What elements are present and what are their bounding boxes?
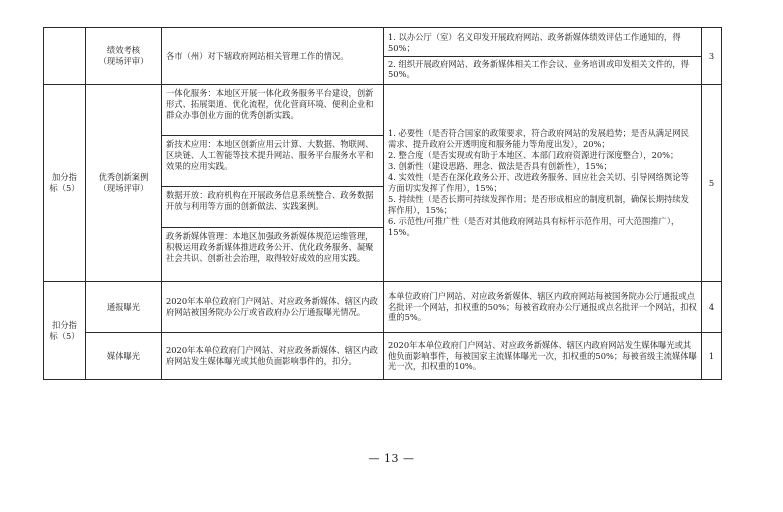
criteria-line: 6. 示范性/可推广性（是否对其他政府网站具有标杆示范作用，可大范围推广），15%。 xyxy=(388,215,680,237)
item-label: 通报曝光 xyxy=(106,301,141,312)
category-cell xyxy=(44,282,86,380)
score-value: 5 xyxy=(708,177,715,188)
criteria-cell xyxy=(384,282,702,333)
item-cell xyxy=(86,85,162,282)
item-cell xyxy=(86,333,162,380)
category-label: 扣分指 标（5） xyxy=(49,319,80,341)
category-cell-empty xyxy=(44,28,86,85)
content-block: 数据开放：政府机构在开展政务信息系统整合、政务数据开放与利用等方面的创新做法、实践案例。 xyxy=(162,187,383,228)
category-cell xyxy=(44,85,86,282)
score-cell xyxy=(702,85,722,282)
item-cell xyxy=(86,28,162,85)
score-value: 3 xyxy=(708,50,715,61)
table-row xyxy=(44,282,722,333)
criteria-line: 4. 实效性（是否在深化政务公开、改进政务服务、回应社会关切、引导网络舆论等方面切实发挥了作用），15%； xyxy=(388,172,689,193)
item-label: 媒体曝光 xyxy=(106,350,141,361)
content-cell xyxy=(162,28,384,85)
evaluation-table xyxy=(43,27,722,380)
criteria-line: 1. 必要性（是否符合国家的政策要求，符合政府网站的发展趋势；是否从满足网民需求、提升政府公开透明度和服务能力等角度出发），20%； xyxy=(388,128,689,150)
score-cell xyxy=(702,28,722,85)
criteria-line: 1. 以办公厅（室）名义印发开展政府网站、政务新媒体绩效评估工作通知的，得50%； xyxy=(384,30,701,57)
criteria-line: 2. 组织开展政府网站、政务新媒体相关工作会议、业务培训或印发相关文件的，得50%。 xyxy=(388,58,689,80)
score-value: 4 xyxy=(708,301,715,312)
criteria-line: 3. 创新性（建设思路、理念、做法是否具有创新性），15%； xyxy=(388,161,612,172)
score-value: 1 xyxy=(708,350,715,361)
item-cell xyxy=(86,282,162,333)
item-label: 绩效考核 （现场评审） xyxy=(98,45,149,66)
item-label: 优秀创新案例 （现场评审） xyxy=(98,172,149,193)
content-text: 2020年本单位政府门户网站、对应政务新媒体、辖区内政府网站被国务院办公厅或省政府办公厅通报曝光情况。 xyxy=(166,296,378,317)
content-cell xyxy=(162,333,384,380)
criteria-line: 2. 整合度（是否实现或有助于本地区、本部门政府资源进行深度整合），20%； xyxy=(388,150,679,161)
content-block: 政务新媒体管理：本地区加强政务新媒体规范运维管理，积极运用政务新媒体推进政务公开、优化政务服务、凝聚社会共识、创新社会治理，取得较好成效的应用实践。 xyxy=(166,231,374,263)
content-block: 一体化服务：本地区开展一体化政务服务平台建设，创新形式、拓展渠道、优化流程，优化营商环境、便利企业和群众办事创业方面的优秀创新实践。 xyxy=(162,85,383,136)
score-cell xyxy=(702,333,722,380)
criteria-cell xyxy=(384,85,702,282)
criteria-cell xyxy=(384,28,702,85)
criteria-text: 2020年本单位政府门户网站、对应政务新媒体、辖区内政府网站发生媒体曝光或其他负面影响事件，每被国家主流媒体曝光一次，扣权重的50%；每被省级主流媒体曝光一次，扣权重的10%。 xyxy=(388,339,697,372)
content-text: 2020年本单位政府门户网站、对应政务新媒体、辖区内政府网站发生媒体曝光或其他负面影响事件的，扣分。 xyxy=(166,345,378,366)
table-row xyxy=(44,85,722,282)
content-cell xyxy=(162,282,384,333)
page-number: — 13 — xyxy=(368,452,415,465)
criteria-line: 5. 持续性（是否长期可持续发挥作用；是否形成相应的制度机制，确保长期持续发挥作用），15%； xyxy=(388,193,689,215)
category-label: 加分指 标（5） xyxy=(49,172,80,193)
criteria-text: 本单位政府门户网站、对应政务新媒体、辖区内政府网站每被国务院办公厅通报或点名批评一个网站，扣权重的50%；每被省政府办公厅通报或点名批评一个网站，扣权重的5%。 xyxy=(388,290,697,323)
score-cell xyxy=(702,282,722,333)
content-block: 新技术应用：本地区创新应用云计算、大数据、物联网、区块链、人工智能等技术提升网站、服务平台服务水平和效果的应用实践。 xyxy=(162,136,383,187)
criteria-cell xyxy=(384,333,702,380)
table-row xyxy=(44,28,722,85)
content-text: 各市（州）对下辖政府网站相关管理工作的情况。 xyxy=(166,50,349,61)
table-row xyxy=(44,333,722,380)
content-cell xyxy=(162,85,384,282)
